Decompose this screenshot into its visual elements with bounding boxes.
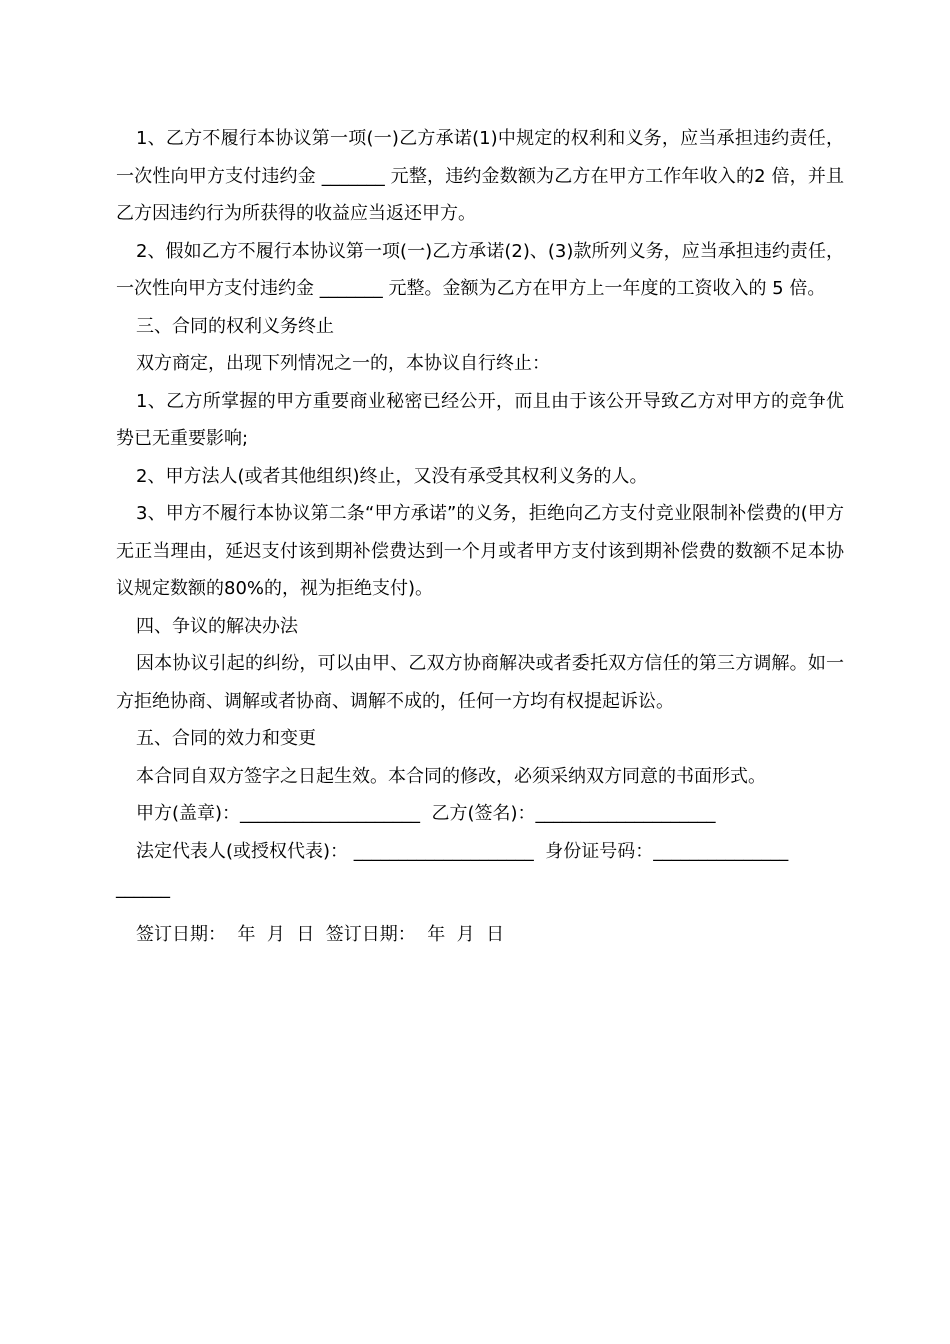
termination-item-3: 3、甲方不履行本协议第二条“甲方承诺”的义务，拒绝向乙方支付竞业限制补偿费的(甲方无正当理由，延迟支付该到期补偿费达到一个月或者甲方支付该到期补偿费的数额不足本协议规定数额的80%的，视为拒绝支付)。 — [116, 503, 844, 599]
validity-text: 本合同自双方签字之日起生效。本合同的修改，必须采纳双方同意的书面形式。 — [136, 765, 766, 787]
signing-dates-line: 签订日期： 年 月 日 签订日期： 年 月 日 — [136, 923, 505, 945]
document-body — [116, 120, 844, 953]
legal-representative-line: 法定代表人(或授权代表)： ____________________ 身份证号码：_______________ — [136, 840, 789, 862]
signature-party-line: 甲方(盖章)：____________________ 乙方(签名)：____________________ — [136, 803, 716, 824]
section-heading-dispute: 四、争议的解决办法 — [136, 615, 298, 637]
dispute-text: 因本协议引起的纠纷，可以由甲、乙双方协商解决或者委托双方信任的第三方调解。如一方拒绝协商、调解或者协商、调解不成的，任何一方均有权提起诉讼。 — [116, 653, 844, 712]
clause-breach-2: 2、假如乙方不履行本协议第一项(一)乙方承诺(2)、(3)款所列义务，应当承担违约责任，一次性向甲方支付违约金 _______ 元整。金额为乙方在甲方上一年度的工资收入的 5 倍。 — [116, 240, 844, 299]
id-number-continuation: ______ — [116, 878, 170, 899]
section-heading-validity: 五、合同的效力和变更 — [136, 728, 316, 749]
section-heading-termination: 三、合同的权利义务终止 — [136, 315, 334, 337]
termination-item-2: 2、甲方法人(或者其他组织)终止，又没有承受其权利义务的人。 — [136, 465, 648, 487]
termination-item-1: 1、乙方所掌握的甲方重要商业秘密已经公开，而且由于该公开导致乙方对甲方的竞争优势已无重要影响; — [116, 390, 844, 449]
spacer — [116, 908, 844, 916]
termination-intro: 双方商定，出现下列情况之一的，本协议自行终止： — [136, 353, 550, 374]
clause-breach-1: 1、乙方不履行本协议第一项(一)乙方承诺(1)中规定的权利和义务，应当承担违约责任，一次性向甲方支付违约金 _______ 元整，违约金数额为乙方在甲方工作年收入的2 倍，并且乙方因违约行为所获得的收益应当返还甲方。 — [116, 128, 844, 224]
